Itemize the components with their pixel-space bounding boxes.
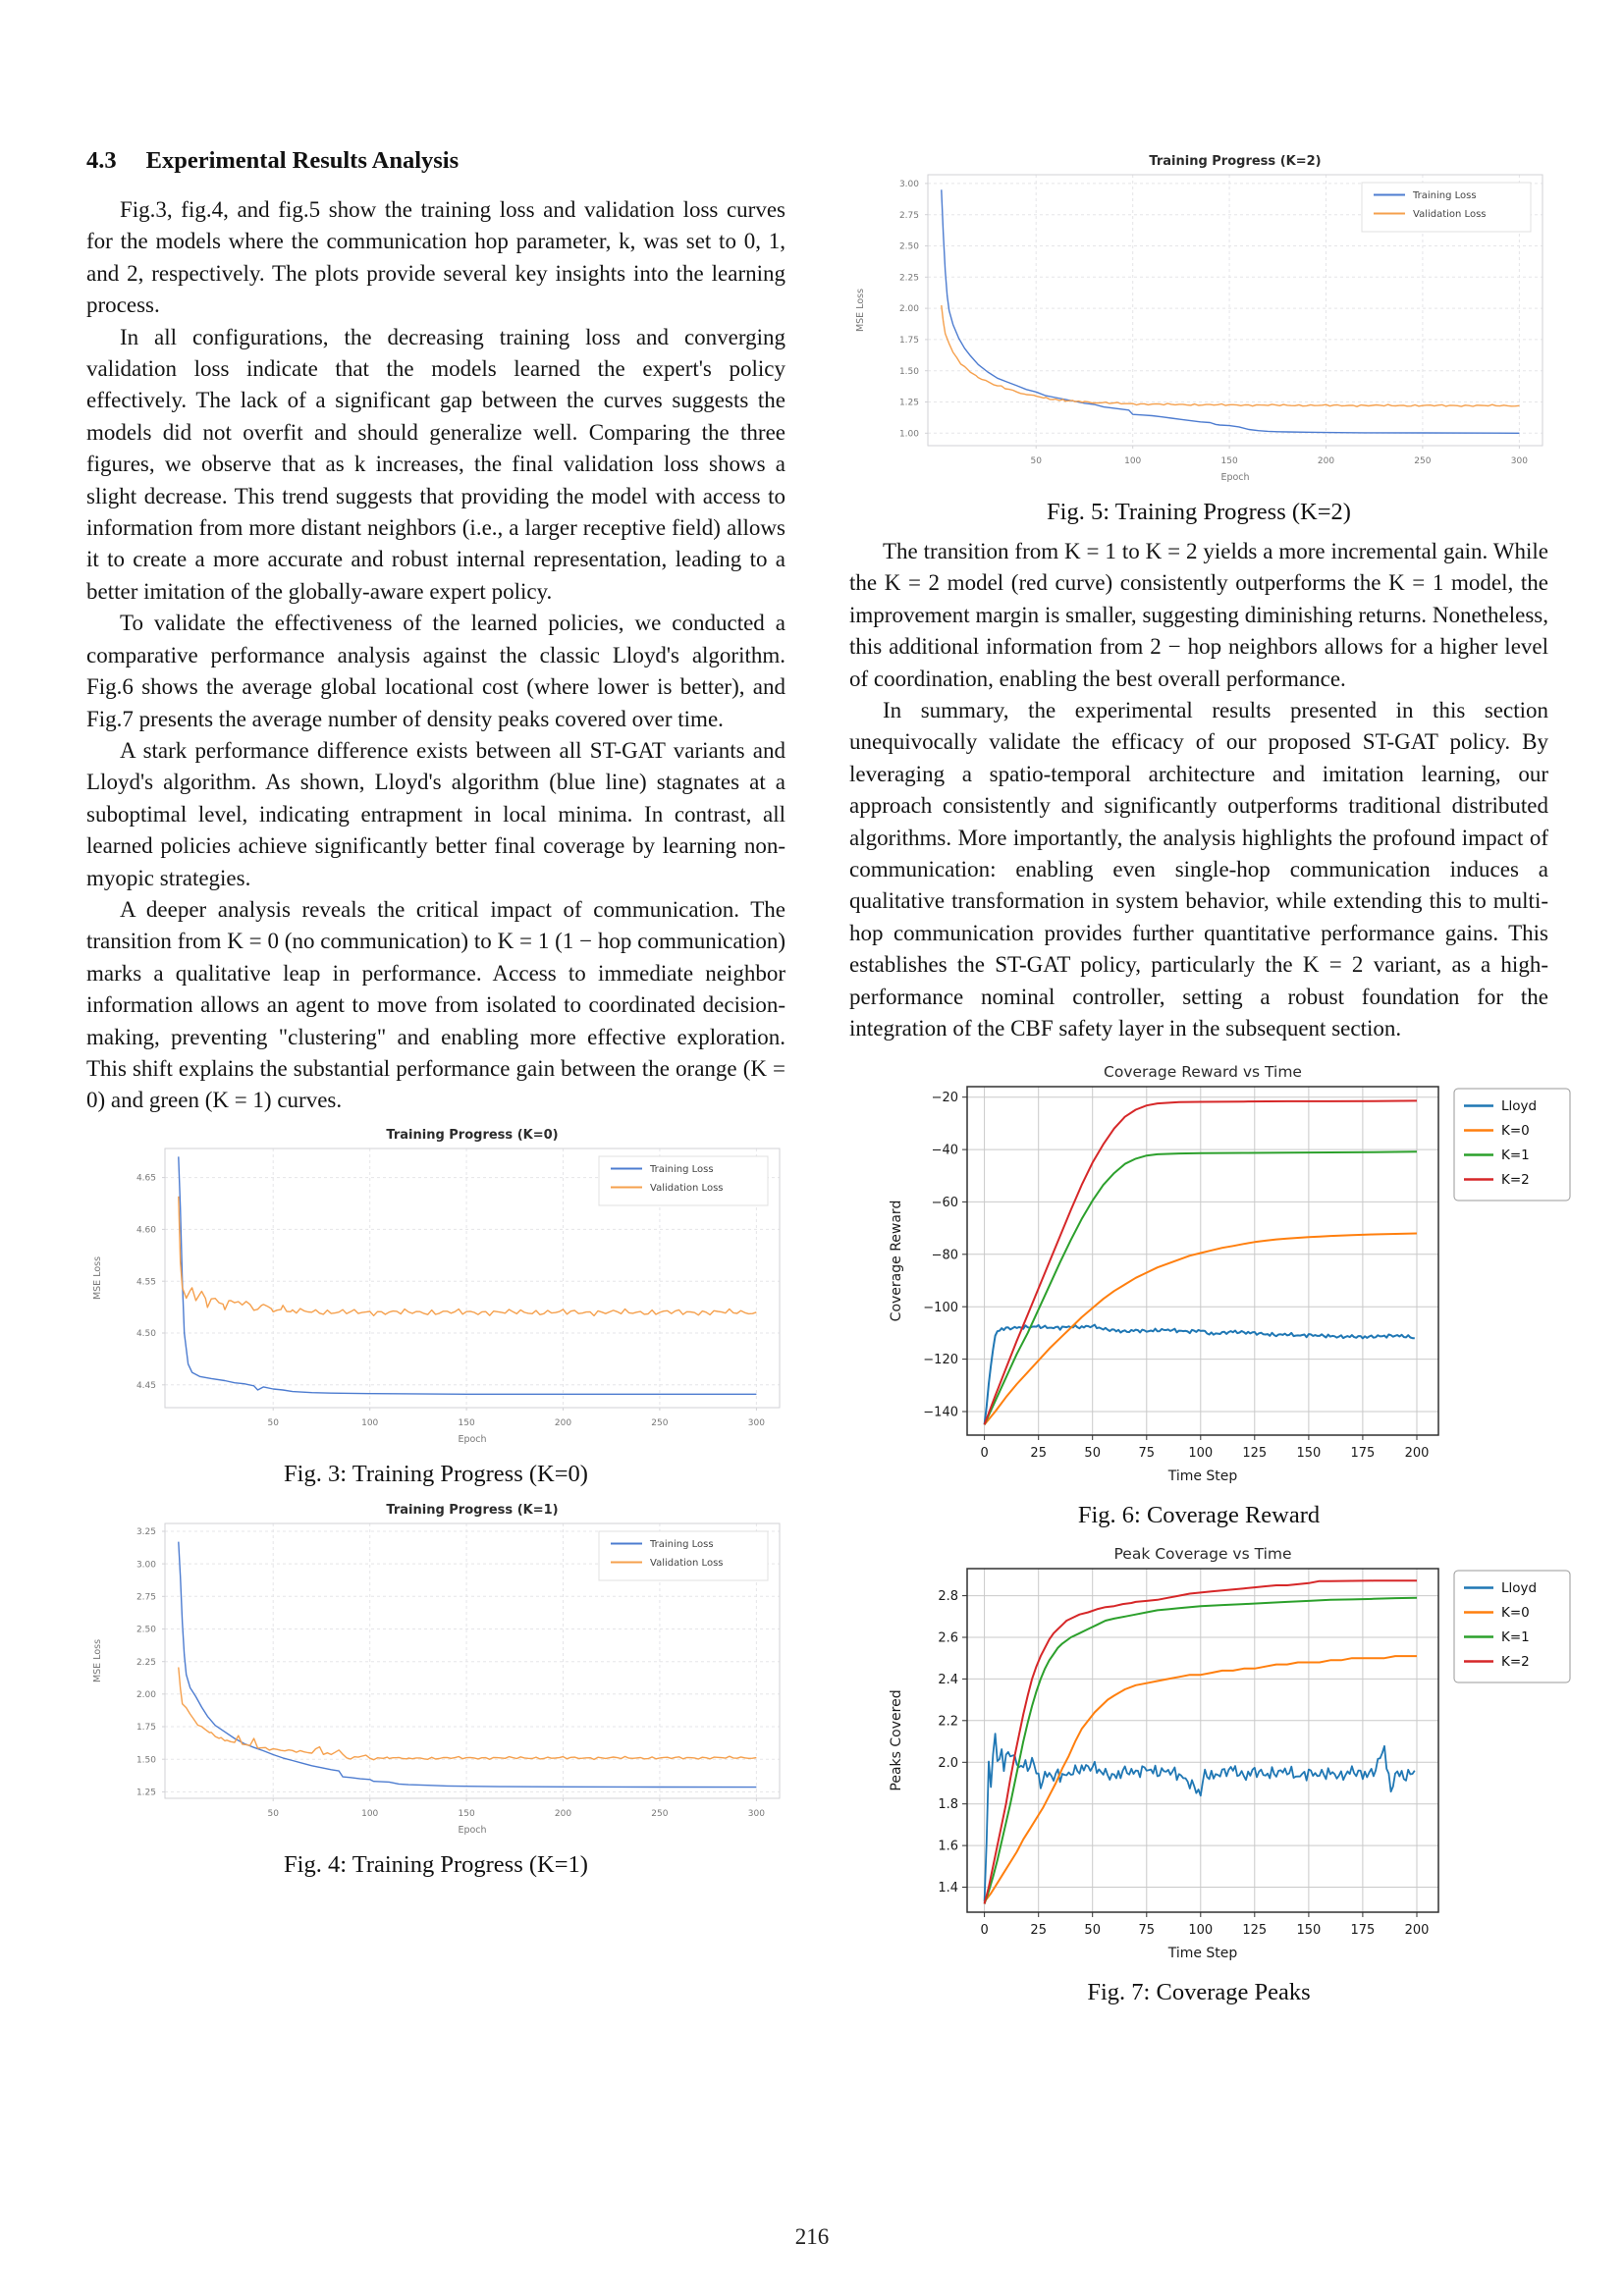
svg-text:300: 300 bbox=[747, 1808, 765, 1819]
svg-text:2.50: 2.50 bbox=[135, 1625, 156, 1635]
svg-text:2.50: 2.50 bbox=[898, 241, 919, 252]
svg-text:1.25: 1.25 bbox=[135, 1788, 156, 1798]
paragraph: A deeper analysis reveals the critical impact of communication. The transition from K = 0 (no communication) to K = 1 (1 − hop communication) marks a qualitative leap in performance. Access to immediate neighbor information allows an agent to move from isolated to coordinated decision-making, preventing "clustering" and enabling more effective exploration. This shift explains the substantial performance gain between the orange (K = 0) and green (K = 1) curves. bbox=[86, 896, 785, 1113]
svg-text:175: 175 bbox=[1350, 1922, 1376, 1938]
svg-text:2.25: 2.25 bbox=[135, 1657, 156, 1668]
svg-text:1.4: 1.4 bbox=[938, 1880, 958, 1896]
svg-text:2.4: 2.4 bbox=[938, 1672, 958, 1687]
svg-text:50: 50 bbox=[1084, 1445, 1101, 1461]
svg-text:Training Progress (K=2): Training Progress (K=2) bbox=[1149, 154, 1322, 169]
fig4-training-progress-k1-chart bbox=[86, 1498, 785, 1843]
svg-text:4.65: 4.65 bbox=[135, 1173, 156, 1184]
svg-text:4.45: 4.45 bbox=[135, 1380, 156, 1391]
svg-text:1.25: 1.25 bbox=[898, 398, 919, 408]
svg-text:1.8: 1.8 bbox=[938, 1796, 958, 1812]
svg-text:3.25: 3.25 bbox=[135, 1526, 156, 1537]
svg-text:100: 100 bbox=[361, 1417, 379, 1428]
svg-text:2.0: 2.0 bbox=[938, 1755, 958, 1771]
svg-text:Time Step: Time Step bbox=[1167, 1945, 1238, 1961]
svg-text:250: 250 bbox=[651, 1417, 669, 1428]
svg-text:125: 125 bbox=[1242, 1922, 1268, 1938]
svg-text:0: 0 bbox=[980, 1922, 989, 1938]
svg-text:100: 100 bbox=[1188, 1445, 1214, 1461]
svg-text:1.6: 1.6 bbox=[938, 1839, 958, 1854]
left-column bbox=[86, 147, 785, 1889]
paragraph: To validate the effectiveness of the learned policies, we conducted a comparative performance analysis against the classic Lloyd's algorithm. Fig.6 shows the average global locational cost (where lower is better), and Fig.7 presents the average number of density peaks covered over time. bbox=[86, 611, 785, 731]
svg-text:50: 50 bbox=[267, 1417, 279, 1428]
svg-text:300: 300 bbox=[1510, 456, 1528, 466]
paragraph: A stark performance difference exists between all ST-GAT variants and Lloyd's algorithm. As shown, Lloyd's algorithm (blue line) stagnates at a suboptimal level, indicating entrapment in local minima. In contrast, all learned policies achieve significantly better final coverage by learning non-myopic strategies. bbox=[86, 737, 785, 890]
svg-text:100: 100 bbox=[1124, 456, 1142, 466]
svg-text:Training Progress (K=1): Training Progress (K=1) bbox=[386, 1502, 559, 1518]
fig4-caption: Fig. 4: Training Progress (K=1) bbox=[284, 1850, 588, 1878]
svg-text:−100: −100 bbox=[923, 1300, 958, 1315]
svg-text:Peak Coverage vs Time: Peak Coverage vs Time bbox=[1113, 1544, 1292, 1563]
svg-text:K=1: K=1 bbox=[1501, 1629, 1530, 1645]
figure-4 bbox=[86, 1498, 785, 1879]
svg-text:2.25: 2.25 bbox=[898, 273, 919, 284]
fig6-coverage-reward-chart bbox=[849, 1057, 1548, 1494]
svg-text:25: 25 bbox=[1030, 1922, 1047, 1938]
svg-text:250: 250 bbox=[1414, 456, 1432, 466]
svg-text:1.50: 1.50 bbox=[135, 1755, 156, 1766]
svg-text:75: 75 bbox=[1138, 1922, 1156, 1938]
svg-text:2.75: 2.75 bbox=[135, 1592, 156, 1603]
svg-text:Lloyd: Lloyd bbox=[1501, 1097, 1538, 1114]
fig3-training-progress-k0-chart bbox=[86, 1123, 785, 1453]
fig3-caption: Fig. 3: Training Progress (K=0) bbox=[284, 1460, 588, 1487]
svg-text:3.00: 3.00 bbox=[135, 1560, 156, 1571]
svg-text:Epoch: Epoch bbox=[458, 1824, 487, 1836]
svg-text:1.50: 1.50 bbox=[898, 366, 919, 377]
svg-text:Validation Loss: Validation Loss bbox=[1413, 209, 1487, 220]
svg-text:Epoch: Epoch bbox=[1220, 472, 1250, 483]
svg-text:Training Loss: Training Loss bbox=[650, 1538, 714, 1550]
svg-text:K=1: K=1 bbox=[1501, 1147, 1530, 1163]
svg-text:150: 150 bbox=[1296, 1922, 1322, 1938]
svg-text:4.50: 4.50 bbox=[135, 1328, 156, 1339]
svg-text:K=2: K=2 bbox=[1501, 1171, 1530, 1188]
svg-text:Lloyd: Lloyd bbox=[1501, 1579, 1538, 1596]
svg-text:Validation Loss: Validation Loss bbox=[650, 1182, 724, 1194]
paragraph: Fig.3, fig.4, and fig.5 show the training loss and validation loss curves for the models where the communication hop parameter, k, was set to 0, 1, and 2, respectively. The plots provide several key insights into the learning process. bbox=[86, 197, 785, 318]
svg-text:200: 200 bbox=[1317, 456, 1335, 466]
svg-text:125: 125 bbox=[1242, 1445, 1268, 1461]
svg-text:250: 250 bbox=[651, 1808, 669, 1819]
fig5-caption: Fig. 5: Training Progress (K=2) bbox=[1047, 499, 1351, 525]
svg-text:150: 150 bbox=[458, 1808, 475, 1819]
svg-text:175: 175 bbox=[1350, 1445, 1376, 1461]
svg-text:−20: −20 bbox=[931, 1090, 958, 1105]
figure-5 bbox=[849, 145, 1548, 526]
svg-text:Time Step: Time Step bbox=[1167, 1468, 1238, 1484]
svg-text:1.00: 1.00 bbox=[898, 429, 919, 440]
svg-text:3.00: 3.00 bbox=[898, 180, 919, 190]
svg-text:Coverage Reward: Coverage Reward bbox=[889, 1200, 904, 1321]
svg-text:Validation Loss: Validation Loss bbox=[650, 1557, 724, 1569]
svg-text:−40: −40 bbox=[931, 1143, 958, 1158]
fig7-coverage-peaks-chart bbox=[849, 1539, 1548, 1971]
section-number: 4.3 bbox=[86, 147, 117, 174]
paragraph: The transition from K = 1 to K = 2 yields a more incremental gain. While the K = 2 model (red curve) consistently outperforms the K = 1 model, the improvement margin is smaller, suggesting diminishing returns. Nonetheless, this additional information from 2 − hop neighbors allows for a higher level of coordination, enabling the best overall performance. bbox=[849, 539, 1548, 691]
paragraph: In all configurations, the decreasing training loss and converging validation loss indicate that the models learned the expert's policy effectively. The lack of a significant gap between the curves suggests the models did not overfit and should generalize well. Comparing the three figures, we observe that as k increases, the final validation loss shows a slight decrease. This trend suggests that providing the model with access to information from more distant neighbors (i.e., a larger receptive field) allows it to create a more accurate and robust internal representation, leading to a better imitation of the globally-aware expert policy. bbox=[86, 324, 785, 604]
svg-text:50: 50 bbox=[267, 1808, 279, 1819]
figure-7 bbox=[849, 1539, 1548, 2006]
svg-text:Coverage Reward vs Time: Coverage Reward vs Time bbox=[1104, 1062, 1302, 1081]
svg-text:MSE Loss: MSE Loss bbox=[855, 288, 866, 333]
svg-text:50: 50 bbox=[1084, 1922, 1101, 1938]
svg-text:2.8: 2.8 bbox=[938, 1588, 958, 1604]
svg-text:200: 200 bbox=[554, 1417, 572, 1428]
svg-text:−120: −120 bbox=[923, 1352, 958, 1367]
svg-text:1.75: 1.75 bbox=[898, 336, 919, 346]
svg-text:2.75: 2.75 bbox=[898, 210, 919, 221]
svg-text:2.00: 2.00 bbox=[135, 1689, 156, 1700]
svg-text:−80: −80 bbox=[931, 1247, 958, 1262]
fig6-caption: Fig. 6: Coverage Reward bbox=[1077, 1501, 1321, 1528]
paragraph: In summary, the experimental results presented in this section unequivocally validate the efficacy of our proposed ST-GAT policy. By leveraging a spatio-temporal architecture and imitation learning, our approach consistently and significantly outperforms traditional distributed algorithms. More importantly, the analysis highlights the profound impact of communication: enabling even single-hop communication induces a qualitative transformation in system behavior, while extending this to multi-hop communication provides further quantitative performance gains. This establishes the ST-GAT policy, particularly the K = 2 variant, as a high-performance nominal controller, setting a robust foundation for the integration of the CBF safety layer in the subsequent section. bbox=[849, 698, 1548, 1041]
svg-text:Epoch: Epoch bbox=[458, 1433, 487, 1445]
svg-text:50: 50 bbox=[1030, 456, 1042, 466]
svg-text:K=2: K=2 bbox=[1501, 1653, 1530, 1670]
fig5-training-progress-k2-chart bbox=[849, 145, 1548, 491]
svg-text:100: 100 bbox=[361, 1808, 379, 1819]
svg-text:200: 200 bbox=[1404, 1922, 1430, 1938]
svg-text:75: 75 bbox=[1138, 1445, 1156, 1461]
svg-text:1.75: 1.75 bbox=[135, 1722, 156, 1733]
figure-6 bbox=[849, 1057, 1548, 1529]
svg-text:200: 200 bbox=[1404, 1445, 1430, 1461]
svg-text:MSE Loss: MSE Loss bbox=[92, 1255, 103, 1300]
svg-text:200: 200 bbox=[554, 1808, 572, 1819]
page-number: 216 bbox=[794, 2224, 830, 2249]
svg-text:2.2: 2.2 bbox=[938, 1713, 958, 1729]
svg-text:150: 150 bbox=[1220, 456, 1238, 466]
svg-text:300: 300 bbox=[747, 1417, 765, 1428]
svg-text:K=0: K=0 bbox=[1501, 1604, 1530, 1621]
fig7-caption: Fig. 7: Coverage Peaks bbox=[1087, 1978, 1311, 2005]
svg-text:100: 100 bbox=[1188, 1922, 1214, 1938]
svg-text:−140: −140 bbox=[923, 1405, 958, 1419]
svg-text:Training Loss: Training Loss bbox=[650, 1163, 714, 1175]
svg-text:K=0: K=0 bbox=[1501, 1122, 1530, 1139]
svg-text:2.6: 2.6 bbox=[938, 1630, 958, 1645]
svg-text:−60: −60 bbox=[931, 1195, 958, 1210]
figure-3 bbox=[86, 1123, 785, 1488]
svg-text:150: 150 bbox=[458, 1417, 475, 1428]
svg-text:2.00: 2.00 bbox=[898, 304, 919, 315]
svg-text:150: 150 bbox=[1296, 1445, 1322, 1461]
svg-text:25: 25 bbox=[1030, 1445, 1047, 1461]
section-title: Experimental Results Analysis bbox=[145, 147, 460, 174]
svg-text:Training Progress (K=0): Training Progress (K=0) bbox=[386, 1127, 559, 1143]
svg-text:MSE Loss: MSE Loss bbox=[92, 1638, 103, 1682]
svg-text:Peaks Covered: Peaks Covered bbox=[889, 1688, 904, 1791]
svg-text:4.55: 4.55 bbox=[135, 1277, 156, 1288]
section-heading bbox=[86, 147, 785, 175]
svg-text:4.60: 4.60 bbox=[135, 1225, 156, 1236]
right-column bbox=[849, 145, 1548, 2016]
svg-text:0: 0 bbox=[980, 1445, 989, 1461]
svg-text:Training Loss: Training Loss bbox=[1413, 190, 1477, 201]
